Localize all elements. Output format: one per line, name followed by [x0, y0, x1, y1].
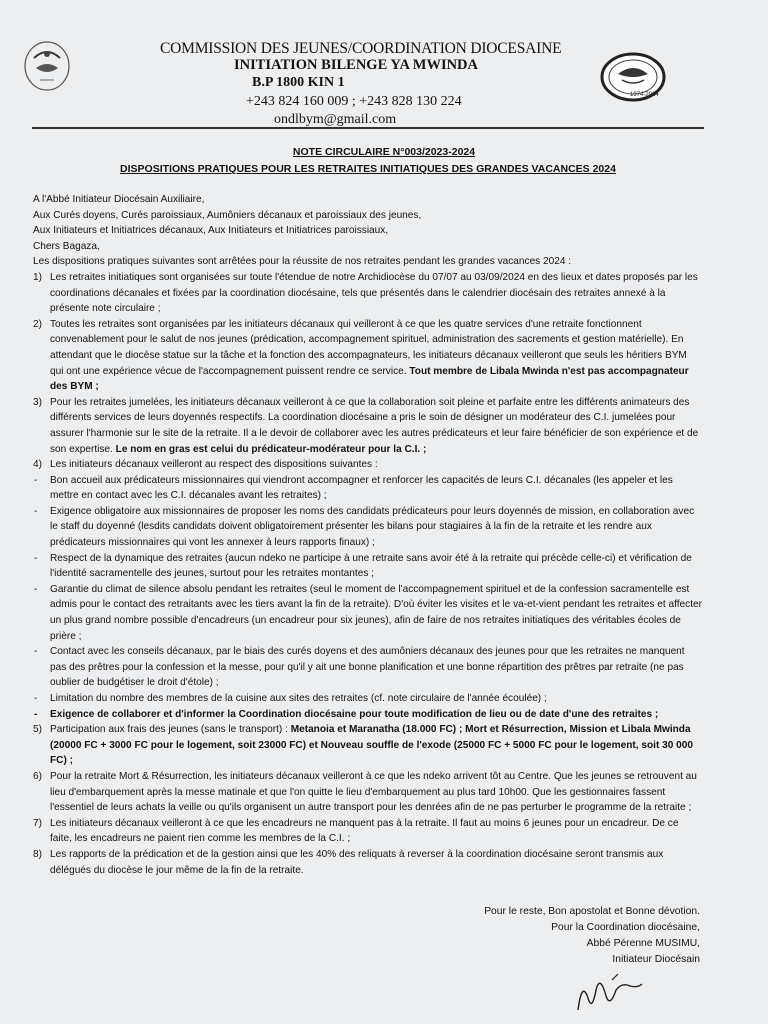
diocesan-seal-icon	[22, 38, 72, 93]
item-number: 1)	[33, 271, 42, 283]
item-number: 8)	[33, 848, 42, 860]
item-text: Les rapports de la prédication et de la gestion ainsi que les 40% des reliquats à reverser à la coordination diocésaine seront transmis aux délégués du diocèse le jour même de la fin de la retraite.	[50, 848, 664, 876]
sub-item-text: Exigence obligatoire aux missionnaires de proposer les noms des candidats prédicateurs pour leurs doyennés de mission, en collaboration avec le staff du doyenné (lesdits candidats doivent obligatoirement présenter les bilans pour stagiaires à la fin de la retraite et les rendre aux prédicateurs missionnaires qui vont les annexer à leurs rapports finaux) ;	[50, 505, 695, 549]
program-name: INITIATION BILENGE YA MWINDA	[234, 57, 479, 73]
numbered-item-6	[33, 769, 703, 816]
item-text: Pour les retraites jumelées, les initiateurs décanaux veilleront à ce que la collaboration soit pleine et parfaite entre les différents animateurs des différents services de leurs doyennés respectifs. La coordination diocésaine a pris le soin de désigner un modérateur des C.I. jumelées pour assurer l'harmonie sur le site de la retraite. Il a le devoir de collaborer avec les autres prédicateurs et leur faire bénéficier de son expérience et de son expertise.	[50, 396, 699, 455]
dash-marker: -	[34, 474, 38, 486]
circular-number: NOTE CIRCULAIRE N°003/2023-2024	[292, 146, 476, 158]
item-text: Participation aux frais des jeunes (sans le transport) :	[50, 724, 291, 736]
dash-marker: -	[34, 693, 38, 704]
greeting: Chers Bagaza,	[33, 240, 100, 252]
numbered-item-2	[33, 317, 703, 395]
numbered-item-4	[33, 457, 703, 473]
item-text: Les retraites initiatiques sont organisées sur toute l'étendue de notre Archidiocèse du 07/07 au 03/09/2024 en des lieux et dates proposés par les coordinations décanales et fixées par la coordination diocésaine, tels que présentés dans le calendrier diocésain des retraites annexé à la présente note circulaire ;	[50, 271, 698, 315]
numbered-item-7	[33, 816, 703, 847]
dash-marker: -	[34, 583, 38, 595]
postal-box: B.P 1800 KIN 1	[252, 75, 345, 90]
item-number: 6)	[33, 770, 42, 782]
dash-marker: -	[34, 505, 38, 517]
item-text: Toutes les retraites sont organisées par les initiateurs décanaux qui veilleront à ce que les quatre services d'une retraite fonctionnent convenablement pour le salut de nos jeunes (prédication, accompagnement spirituel, administration des sacrements et gestion matérielle). En attendant que le diocèse statue sur la tâche et la fonction des accompagnateurs, les initiateurs décanaux veilleront que seuls les héritiers BYM qui ont une expérience vécue de l'accompagnement puissent rendre ce service.	[50, 318, 687, 377]
addressee-line: A l'Abbé Initiateur Diocésain Auxiliaire,	[33, 194, 205, 205]
sub-item	[33, 551, 703, 582]
sub-item-text: Limitation du nombre des membres de la cuisine aux sites des retraites (cf. note circulaire de l'année écoulée) ;	[50, 693, 547, 704]
addressee-line: Aux Initiateurs et Initiatrices décanaux, Aux Initiateurs et Initiatrices paroissiaux,	[33, 225, 389, 237]
numbered-item-5	[33, 722, 703, 769]
closing-block	[440, 904, 700, 968]
sub-item	[33, 644, 703, 691]
item-text: Les initiateurs décanaux veilleront à ce que les encadreurs ne manquent pas à la retraite. Il faut au moins 6 jeunes pour un encadreur. De ce faite, les encadreurs ne paient rien comme les membres de la C.I. ;	[50, 817, 679, 845]
addressee-line: Aux Curés doyens, Curés paroissiaux, Aumôniers décanaux et paroissiaux des jeunes,	[33, 209, 422, 221]
sub-item-text: Contact avec les conseils décanaux, par le biais des curés doyens et des aumôniers décanaux des jeunes pour que les retraites ne manquent pas des prêtres pour la confession et la messe, pour qu'il y ait une bonne planification et une bonne répartition des prêtres par retraite (ne pas oublier de budgétiser le droit d'étole) ;	[50, 646, 685, 689]
organization-name: COMMISSION DES JEUNES/COORDINATION DIOCESAINE	[160, 40, 562, 57]
item-text-bold: Le nom en gras est celui du prédicateur-modérateur pour la C.I. ;	[115, 443, 427, 455]
email-address: ondlbym@gmail.com	[274, 112, 397, 127]
signatory-title: Initiateur Diocésain	[612, 954, 700, 965]
phone-numbers: +243 824 160 009 ; +243 828 130 224	[246, 94, 462, 109]
item-text-bold: Tout membre de Libala Mwinda n'est pas accompagnateur des BYM ;	[50, 365, 689, 393]
signatory-name: Abbé Pérenne MUSIMU,	[586, 938, 700, 949]
letterhead	[0, 0, 768, 135]
handwritten-signature-icon	[572, 960, 692, 1020]
dash-marker: -	[34, 552, 38, 564]
anniversary-seal-icon	[600, 52, 666, 102]
numbered-item-1	[33, 270, 703, 317]
sub-item-text: Garantie du climat de silence absolu pendant les retraites (seul le moment de l'accompagnement spirituel et de la confession sacramentelle est admis pour le contact des retraitants avec les tiers avant la fin de la retraite). D'où éviter les visites et le va-et-vient pendant les retraites et affecter un plus grand nombre possible d'encadreurs (un encadreur pour six jeunes), afin de faire de nos retraites initiatiques des véritables écoles de prière ;	[50, 583, 702, 642]
item-number: 2)	[33, 318, 42, 330]
item-text-bold: Metanoia et Maranatha (18.000 FC) ; Mort et Résurrection, Mission et Libala Mwinda (20000 FC + 3000 FC pour le logement, soit 23000 FC) et Nouveau souffle de l'exode (25000 FC + 5000 FC pour le logement, soit 30 000 FC) ;	[50, 724, 694, 767]
closing-wish: Pour le reste, Bon apostolat et Bonne dévotion.	[484, 906, 700, 917]
sub-item-text: Respect de la dynamique des retraites (aucun ndeko ne participe à une retraite sans avoir été à la retraite qui précède celle-ci) et vérification de l'identité sacramentelle des jeunes, surtout pour les retraites montantes ;	[50, 552, 692, 580]
sub-item-text: Bon accueil aux prédicateurs missionnaires qui viendront accompagner et renforcer les capacités de leurs C.I. décanales (les appeler et les mettre en contact avec les C.I. décanales avant les retraites) ;	[50, 474, 673, 502]
numbered-item-8	[33, 847, 703, 878]
sub-item-text: Exigence de collaborer et d'informer la Coordination diocésaine pour toute modification de lieu ou de date d'une des retraites ;	[50, 708, 659, 720]
sub-item	[33, 691, 703, 707]
signatory-org: Pour la Coordination diocésaine,	[551, 922, 700, 933]
dash-marker: -	[34, 708, 38, 720]
dash-marker: -	[34, 646, 38, 658]
sub-item	[33, 473, 703, 504]
seal-year-text: 1974-2024	[630, 92, 659, 98]
circular-subject: DISPOSITIONS PRATIQUES POUR LES RETRAITES INITIATIQUES DES GRANDES VACANCES 2024	[120, 163, 616, 175]
sub-item	[33, 504, 703, 551]
circular-body	[33, 192, 703, 878]
intro-paragraph: Les dispositions pratiques suivantes sont arrêtées pour la réussite de nos retraites pendant les grandes vacances 2024 :	[33, 256, 572, 268]
numbered-item-3	[33, 395, 703, 457]
item-number: 3)	[33, 396, 42, 408]
sub-item	[33, 582, 703, 644]
header-divider	[32, 127, 704, 129]
item-text: Pour la retraite Mort & Résurrection, les initiateurs décanaux veilleront à ce que les ndeko arrivent tôt au Centre. Que les jeunes se retrouvent au lieu d'embarquement après la messe matinale et que l'on quitte le lieu d'embarquement au plus tard 10h00. Que les gestionnaires fassent l'essentiel de leurs achats la veille ou qu'ils organisent un autre transport pour les denrées afin de ne pas perturber le programme de la retraite ;	[50, 770, 697, 814]
item-number: 5)	[33, 724, 42, 736]
item-number: 7)	[33, 817, 42, 829]
sub-item	[33, 707, 703, 723]
item-number: 4)	[33, 459, 42, 471]
item-text: Les initiateurs décanaux veilleront au respect des dispositions suivantes :	[50, 459, 378, 471]
